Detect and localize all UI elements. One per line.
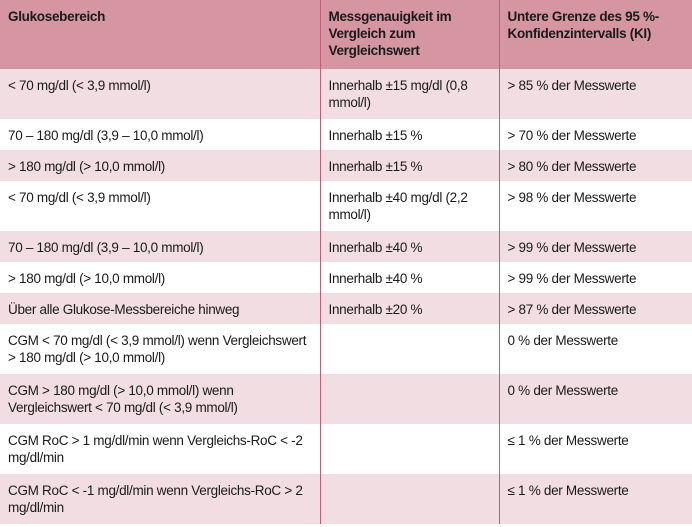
ci-cell: > 87 % der Messwerte — [499, 293, 692, 324]
accuracy-cell: Innerhalb ±40 % — [320, 231, 499, 262]
accuracy-cell: Innerhalb ±40 mg/dl (2,2 mmol/l) — [320, 181, 499, 231]
glucose-range-cell: < 70 mg/dl (< 3,9 mmol/l) — [0, 69, 320, 119]
table-row — [0, 293, 692, 324]
table-row — [0, 424, 692, 474]
accuracy-cell — [320, 424, 499, 474]
ci-cell: ≤ 1 % der Messwerte — [499, 474, 692, 524]
accuracy-cell: Innerhalb ±20 % — [320, 293, 499, 324]
ci-cell: > 85 % der Messwerte — [499, 69, 692, 119]
table-row — [0, 181, 692, 231]
ci-cell: 0 % der Messwerte — [499, 324, 692, 374]
glucose-range-cell: CGM RoC > 1 mg/dl/min wenn Vergleichs-RoC < -2 mg/dl/min — [0, 424, 320, 474]
ci-cell: > 70 % der Messwerte — [499, 119, 692, 150]
glucose-range-cell: 70 – 180 mg/dl (3,9 – 10,0 mmol/l) — [0, 231, 320, 262]
header-glucose-range: Glukosebereich — [0, 0, 320, 69]
header-row — [0, 0, 692, 69]
table-row — [0, 150, 692, 181]
ci-cell: ≤ 1 % der Messwerte — [499, 424, 692, 474]
ci-cell: > 80 % der Messwerte — [499, 150, 692, 181]
accuracy-cell: Innerhalb ±15 mg/dl (0,8 mmol/l) — [320, 69, 499, 119]
header-accuracy: Messgenauigkeit im Vergleich zum Vergleichswert — [320, 0, 499, 69]
ci-cell: > 99 % der Messwerte — [499, 231, 692, 262]
ci-cell: 0 % der Messwerte — [499, 374, 692, 424]
accuracy-cell — [320, 324, 499, 374]
table-row — [0, 374, 692, 424]
glucose-range-cell: 70 – 180 mg/dl (3,9 – 10,0 mmol/l) — [0, 119, 320, 150]
glucose-range-cell: CGM > 180 mg/dl (> 10,0 mmol/l) wenn Vergleichswert < 70 mg/dl (< 3,9 mmol/l) — [0, 374, 320, 424]
table-row — [0, 231, 692, 262]
table-row — [0, 119, 692, 150]
glucose-range-cell: > 180 mg/dl (> 10,0 mmol/l) — [0, 262, 320, 293]
accuracy-cell: Innerhalb ±15 % — [320, 119, 499, 150]
ci-cell: > 98 % der Messwerte — [499, 181, 692, 231]
ci-cell: > 99 % der Messwerte — [499, 262, 692, 293]
glucose-range-cell: < 70 mg/dl (< 3,9 mmol/l) — [0, 181, 320, 231]
accuracy-cell — [320, 374, 499, 424]
table-row — [0, 262, 692, 293]
accuracy-cell: Innerhalb ±40 % — [320, 262, 499, 293]
accuracy-cell: Innerhalb ±15 % — [320, 150, 499, 181]
header-ci-lower-bound: Untere Grenze des 95 %-Konfidenzintervalls (KI) — [499, 0, 692, 69]
glucose-range-cell: > 180 mg/dl (> 10,0 mmol/l) — [0, 150, 320, 181]
accuracy-cell — [320, 474, 499, 524]
glucose-range-cell: Über alle Glukose-Messbereiche hinweg — [0, 293, 320, 324]
table-row — [0, 474, 692, 524]
glucose-range-cell: CGM RoC < -1 mg/dl/min wenn Vergleichs-RoC > 2 mg/dl/min — [0, 474, 320, 524]
glucose-range-cell: CGM < 70 mg/dl (< 3,9 mmol/l) wenn Vergleichswert > 180 mg/dl (> 10,0 mmol/l) — [0, 324, 320, 374]
table-row — [0, 69, 692, 119]
table-row — [0, 324, 692, 374]
